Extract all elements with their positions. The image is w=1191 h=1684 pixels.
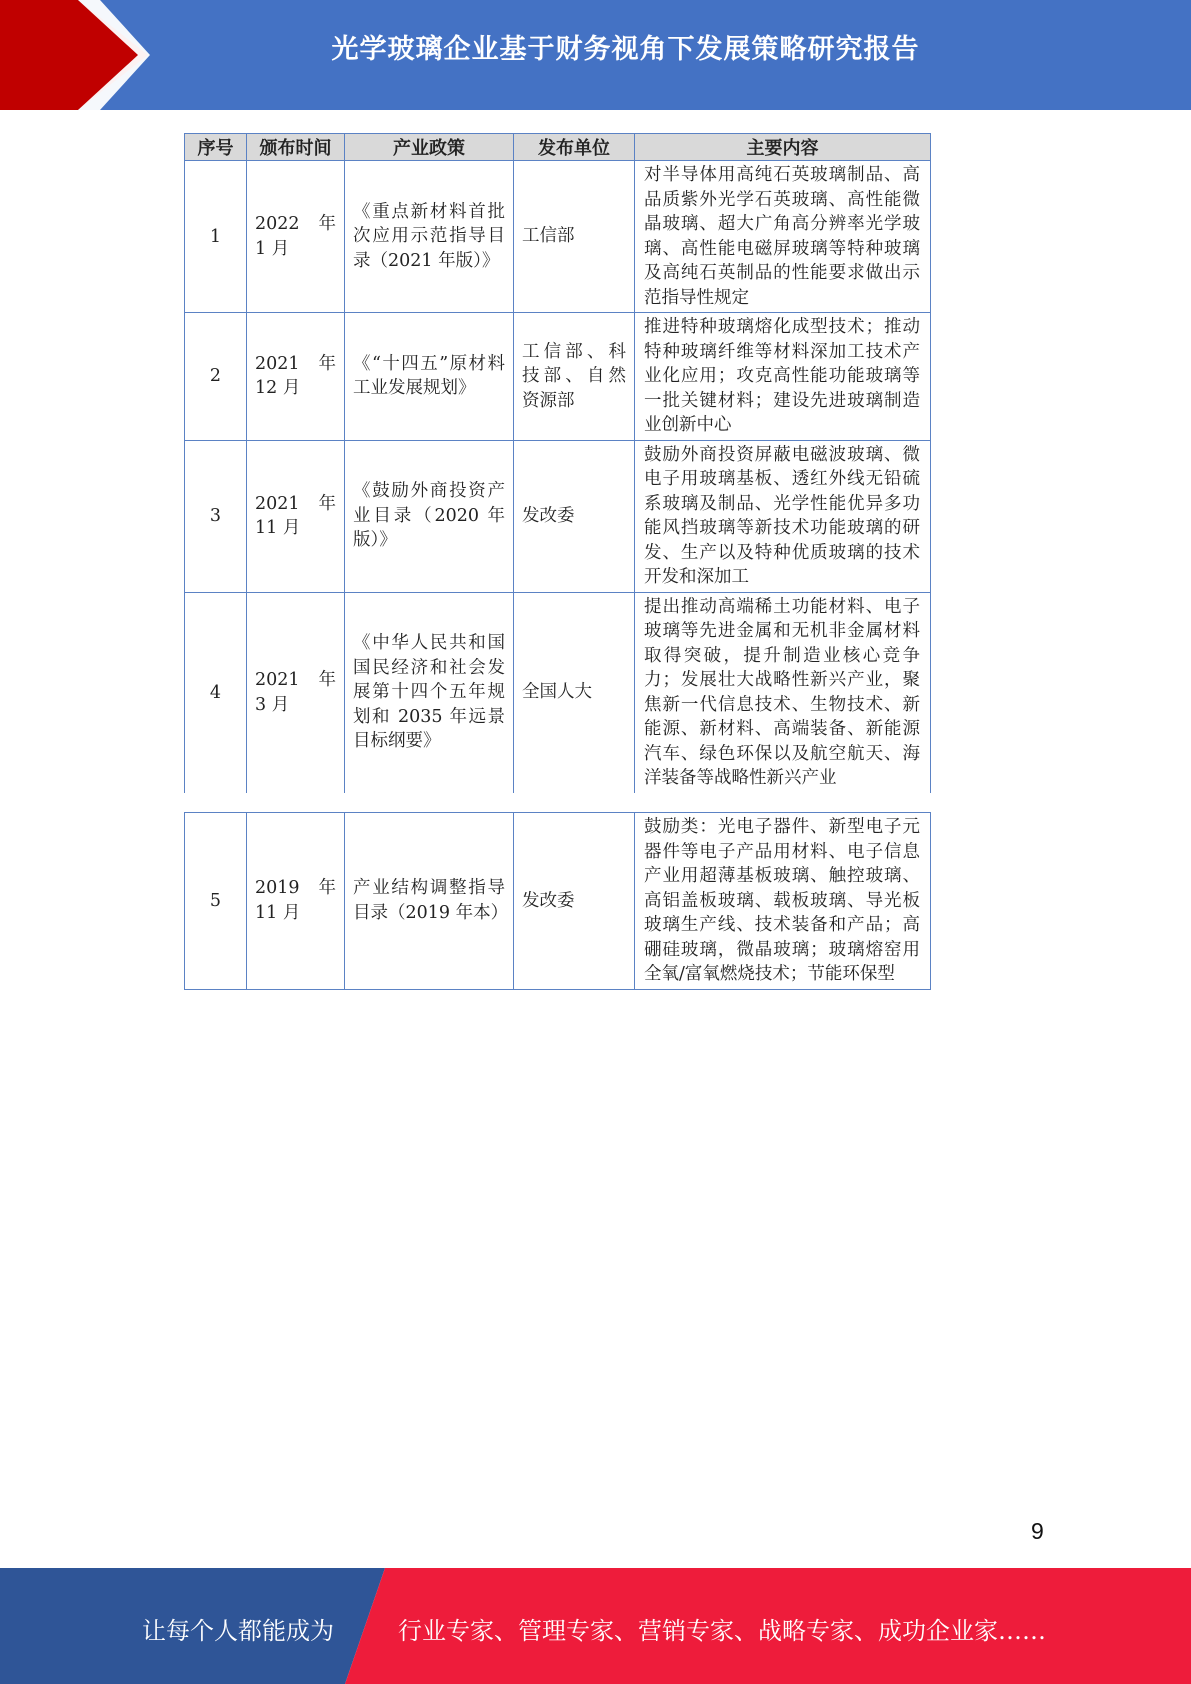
row-no: 2 — [185, 313, 247, 441]
row-policy: 《中华人民共和国国民经济和社会发展第十四个五年规划和 2035 年远景目标纲要》 — [345, 592, 514, 793]
footer-slogan-right: 行业专家、管理专家、营销专家、战略专家、成功企业家…… — [398, 1617, 1046, 1645]
row-policy: 《重点新材料首批次应用示范指导目录（2021 年版）》 — [345, 161, 514, 313]
row-unit: 发改委 — [514, 813, 635, 990]
row-date: 2021 年 11 月 — [247, 440, 345, 592]
row-no: 4 — [185, 592, 247, 793]
row-content: 鼓励类：光电子器件、新型电子元器件等电子产品用材料、电子信息产业用超薄基板玻璃、触控玻璃、高铝盖板玻璃、载板玻璃、导光板玻璃生产线、技术装备和产品；高硼硅玻璃，微晶玻璃；玻璃熔窑用全氧/富氧燃烧技术；节能环保型 — [635, 813, 931, 990]
table-row — [185, 161, 931, 313]
row-unit: 发改委 — [514, 440, 635, 592]
row-date: 2021 年 12 月 — [247, 313, 345, 441]
row-policy: 《“十四五”原材料工业发展规划》 — [345, 313, 514, 441]
row-unit: 工信部、科技部、自然资源部 — [514, 313, 635, 441]
row-no: 3 — [185, 440, 247, 592]
row-date: 2021 年 3 月 — [247, 592, 345, 793]
column-header-date: 颁布时间 — [247, 134, 345, 161]
page-number: 9 — [1031, 1518, 1044, 1544]
row-no: 5 — [185, 813, 247, 990]
column-header-unit: 发布单位 — [514, 134, 635, 161]
row-content: 对半导体用高纯石英玻璃制品、高品质紫外光学石英玻璃、高性能微晶玻璃、超大广角高分辨率光学玻璃、高性能电磁屏玻璃等特种玻璃及高纯石英制品的性能要求做出示范指导性规定 — [635, 161, 931, 313]
row-policy: 《鼓励外商投资产业目录（2020 年版）》 — [345, 440, 514, 592]
table-row — [185, 313, 931, 441]
column-header-policy: 产业政策 — [345, 134, 514, 161]
row-date: 2019 年 11 月 — [247, 813, 345, 990]
row-unit: 工信部 — [514, 161, 635, 313]
row-no: 1 — [185, 161, 247, 313]
row-content: 推进特种玻璃熔化成型技术；推动特种玻璃纤维等材料深加工技术产业化应用；攻克高性能功能玻璃等一批关键材料；建设先进玻璃制造业创新中心 — [635, 313, 931, 441]
table-row — [185, 592, 931, 793]
report-title: 光学玻璃企业基于财务视角下发展策略研究报告 — [331, 34, 920, 65]
row-date: 2022 年 1 月 — [247, 161, 345, 313]
policy-table — [184, 133, 931, 793]
page-header — [0, 0, 1191, 110]
table-row — [185, 440, 931, 592]
column-header-no: 序号 — [185, 134, 247, 161]
footer-slogan-left: 让每个人都能成为 — [142, 1617, 334, 1645]
row-unit: 全国人大 — [514, 592, 635, 793]
policy-table-continued — [184, 812, 931, 990]
table-row — [185, 813, 931, 990]
table-header-row — [185, 134, 931, 161]
column-header-content: 主要内容 — [635, 134, 931, 161]
row-policy: 产业结构调整指导目录（2019 年本） — [345, 813, 514, 990]
row-content: 鼓励外商投资屏蔽电磁波玻璃、微电子用玻璃基板、透红外线无铅硫系玻璃及制品、光学性能优异多功能风挡玻璃等新技术功能玻璃的研发、生产以及特种优质玻璃的技术开发和深加工 — [635, 440, 931, 592]
row-content: 提出推动高端稀土功能材料、电子玻璃等先进金属和无机非金属材料取得突破，提升制造业核心竞争力；发展壮大战略性新兴产业，聚焦新一代信息技术、生物技术、新能源、新材料、高端装备、新能源汽车、绿色环保以及航空航天、海洋装备等战略性新兴产业 — [635, 592, 931, 793]
